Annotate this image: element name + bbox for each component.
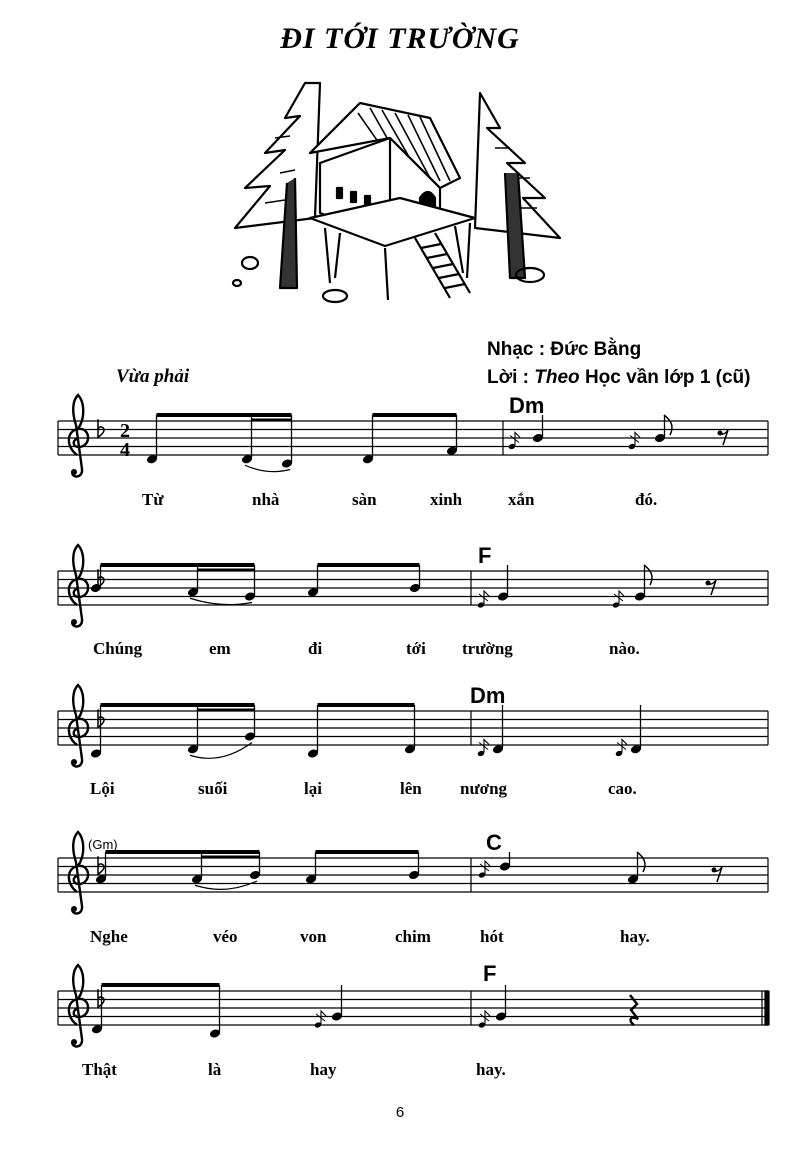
lyric-syllable: xắn	[508, 490, 535, 509]
lyric-syllable: Nghe	[90, 927, 128, 946]
flag	[637, 852, 645, 872]
lyric-syllable: nào.	[609, 639, 640, 658]
lyric-syllable: tới	[406, 639, 426, 658]
lyrics-credit: Lời : Theo Học vần lớp 1 (cũ)	[487, 367, 751, 388]
final-barline	[765, 991, 769, 1025]
lyric-syllable: lên	[400, 779, 422, 798]
flag	[664, 415, 672, 435]
song-title: ĐI TỚI TRƯỜNG	[280, 22, 520, 55]
treble-clef	[69, 685, 88, 766]
lyric-syllable: đó.	[635, 490, 658, 509]
grace-note	[478, 1011, 490, 1029]
chord-symbol: (Gm)	[88, 837, 118, 852]
treble-clef	[69, 832, 88, 913]
chord-symbol: F	[483, 961, 497, 986]
slur	[195, 881, 257, 889]
lyric-syllable: sàn	[352, 490, 377, 509]
treble-clef	[69, 965, 88, 1046]
grace-note	[508, 433, 520, 451]
time-signature-top: 2	[120, 420, 130, 442]
lyric-syllable: nhà	[252, 490, 280, 509]
time-signature-bottom: 4	[120, 439, 130, 461]
lyric-syllable: đi	[308, 639, 323, 658]
lyric-syllable: chim	[395, 927, 431, 946]
grace-note	[612, 591, 624, 609]
lyric-syllable: suối	[198, 779, 228, 798]
key-flat	[98, 856, 104, 874]
lyric-syllable: Thật	[82, 1060, 117, 1079]
chord-symbol: Dm	[470, 683, 506, 708]
music-credit: Nhạc : Đức Bằng	[487, 339, 642, 360]
grace-note	[628, 433, 640, 451]
lyric-syllable: hót	[480, 927, 504, 946]
flag	[644, 565, 652, 585]
lyric-syllable: xinh	[430, 490, 463, 509]
lyric-syllable: hay.	[476, 1060, 506, 1079]
grace-note	[314, 1011, 326, 1029]
chord-symbol: Dm	[509, 393, 545, 418]
lyric-syllable: là	[208, 1060, 222, 1079]
lyric-syllable: hay	[310, 1060, 337, 1079]
tempo-marking: Vừa phải	[116, 366, 190, 387]
lyric-syllable: trường	[462, 639, 513, 658]
lyric-syllable: lại	[304, 779, 322, 798]
lyric-syllable: Chúng	[93, 639, 143, 658]
grace-note	[615, 740, 627, 758]
grace-note	[477, 591, 489, 609]
chord-symbol: F	[478, 543, 492, 568]
page-number: 6	[395, 1104, 405, 1121]
grace-note	[478, 861, 490, 879]
lyric-syllable: von	[300, 927, 327, 946]
lyric-syllable: hay.	[620, 927, 650, 946]
grace-note	[477, 740, 489, 758]
slur	[190, 598, 252, 604]
treble-clef	[69, 545, 88, 626]
lyric-syllable: Lội	[90, 779, 115, 798]
lyric-syllable: cao.	[608, 779, 637, 798]
lyric-syllable: Từ	[142, 490, 164, 509]
lyric-syllable: em	[209, 639, 231, 658]
lyric-syllable: nương	[460, 779, 508, 798]
key-flat	[98, 419, 104, 437]
chord-symbol: C	[486, 830, 502, 855]
lyric-syllable: véo	[213, 927, 238, 946]
treble-clef	[69, 395, 88, 476]
